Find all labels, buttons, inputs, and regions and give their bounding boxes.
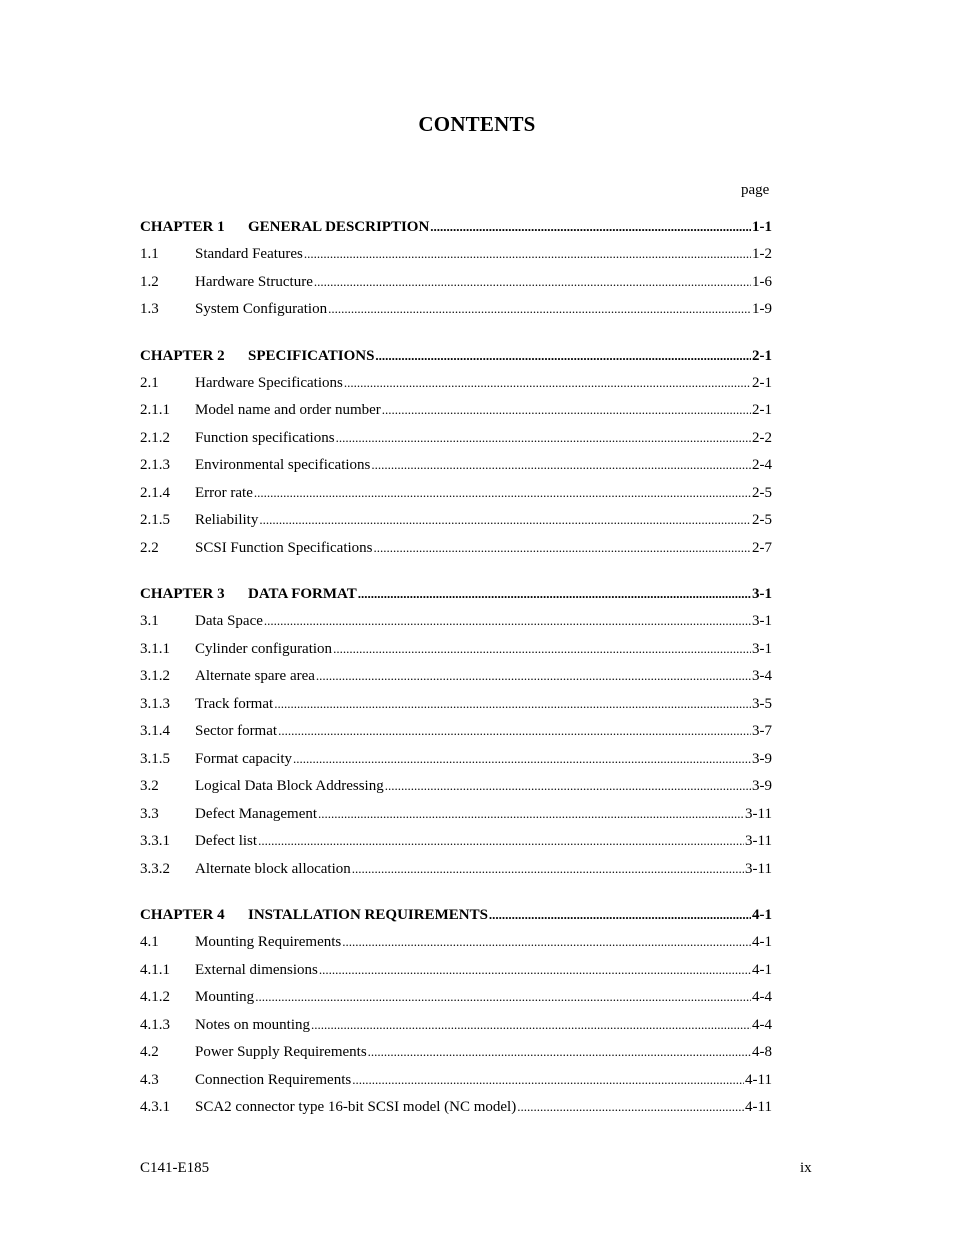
leader-dots — [385, 776, 751, 796]
entry-label: Track format — [195, 695, 274, 712]
entry-page: 4-1 — [752, 961, 772, 978]
entry-label: Mounting Requirements — [195, 934, 342, 950]
leader-dots — [344, 373, 751, 393]
entry-page: 4-4 — [752, 989, 772, 1005]
entry-page: 2-4 — [752, 457, 772, 473]
leader-dots — [304, 244, 751, 264]
entry-page: 3-9 — [752, 750, 772, 767]
entry-page: 3-11 — [745, 833, 772, 849]
entry-label: Standard Features — [195, 246, 303, 262]
leader-dots — [352, 859, 744, 879]
entry-label: External dimensions — [195, 961, 318, 978]
entry-page: 4-8 — [752, 1044, 772, 1060]
entry-number: 2.1.2 — [140, 429, 170, 446]
entry-label: Sector format — [195, 723, 278, 739]
chapter-section — [140, 905, 772, 1125]
chapter-heading[interactable] — [140, 346, 772, 373]
entry-page: 3-9 — [752, 778, 772, 794]
page-number: ix — [800, 1160, 812, 1176]
entry-label: Alternate spare area — [195, 668, 315, 684]
chapter-title: SPECIFICATIONS — [248, 347, 375, 364]
chapter-number: CHAPTER 2 — [140, 347, 225, 364]
toc-entry[interactable] — [140, 400, 772, 428]
leader-dots — [316, 666, 751, 686]
entry-label: Hardware Specifications — [195, 374, 343, 391]
page-column-label: page — [741, 182, 770, 198]
entry-number: 4.1.1 — [140, 961, 170, 978]
toc-entry[interactable] — [140, 1070, 772, 1098]
leader-dots — [311, 1015, 751, 1035]
toc-entry[interactable] — [140, 932, 772, 960]
entry-page: 1-6 — [752, 273, 772, 290]
entry-page: 2-1 — [752, 374, 772, 391]
entry-number: 3.1.3 — [140, 695, 170, 712]
entry-number: 2.1.5 — [140, 512, 170, 528]
leader-dots — [371, 455, 751, 475]
entry-number: 4.1.2 — [140, 989, 170, 1005]
toc-entry[interactable] — [140, 483, 772, 511]
toc-entry[interactable] — [140, 639, 772, 667]
toc-entry[interactable] — [140, 666, 772, 694]
page-title: CONTENTS — [418, 112, 536, 136]
entry-number: 2.2 — [140, 539, 159, 556]
entry-number: 2.1.3 — [140, 457, 170, 473]
chapter-page: 1-1 — [752, 219, 772, 235]
entry-page: 4-4 — [752, 1016, 772, 1033]
leader-dots — [319, 960, 751, 980]
entry-label: Reliability — [195, 512, 259, 528]
leader-dots — [352, 1070, 744, 1090]
entry-page: 3-7 — [752, 723, 772, 739]
entry-label: Cylinder configuration — [195, 640, 333, 657]
leader-dots — [517, 1097, 744, 1117]
entry-page: 2-7 — [752, 539, 772, 556]
chapter-title: DATA FORMAT — [248, 586, 357, 602]
chapter-section — [140, 346, 772, 566]
entry-label: Defect Management — [195, 805, 318, 822]
entry-number: 1.2 — [140, 273, 159, 290]
leader-dots — [342, 932, 751, 952]
entry-label: Environmental specifications — [195, 457, 371, 473]
chapter-heading[interactable] — [140, 584, 772, 611]
toc-entry[interactable] — [140, 455, 772, 483]
leader-dots — [328, 299, 751, 319]
entry-label: Notes on mounting — [195, 1016, 310, 1033]
toc-entry[interactable] — [140, 510, 772, 538]
toc-entry[interactable] — [140, 776, 772, 804]
entry-page: 3-11 — [745, 860, 772, 877]
entry-number: 4.3.1 — [140, 1099, 170, 1115]
entry-page: 1-2 — [752, 246, 772, 262]
entry-label: SCA2 connector type 16-bit SCSI model (NC model) — [195, 1099, 517, 1115]
toc-entry[interactable] — [140, 960, 772, 988]
entry-page: 3-11 — [745, 805, 772, 822]
chapter-number: CHAPTER 4 — [140, 907, 225, 923]
entry-label: Data Space — [195, 613, 263, 629]
toc-entry[interactable] — [140, 1015, 772, 1043]
entry-number: 1.1 — [140, 246, 159, 262]
entry-page: 2-5 — [752, 484, 772, 501]
entry-label: Format capacity — [195, 750, 293, 767]
toc-entry[interactable] — [140, 804, 772, 832]
toc-entry[interactable] — [140, 244, 772, 272]
entry-label: Defect list — [195, 833, 258, 849]
entry-label: Power Supply Requirements — [195, 1044, 367, 1060]
leader-dots — [255, 987, 751, 1007]
leader-dots — [314, 272, 751, 292]
chapter-section — [140, 217, 772, 327]
entry-page: 4-11 — [745, 1071, 772, 1088]
entry-number: 3.3.1 — [140, 833, 170, 849]
entry-page: 4-11 — [745, 1099, 772, 1115]
entry-number: 4.3 — [140, 1071, 159, 1088]
chapter-number: CHAPTER 1 — [140, 219, 225, 235]
entry-page: 3-1 — [752, 613, 772, 629]
entry-number: 4.1.3 — [140, 1016, 170, 1033]
entry-page: 1-9 — [752, 301, 772, 317]
entry-page: 2-1 — [752, 402, 772, 418]
entry-number: 3.2 — [140, 778, 159, 794]
chapter-title: INSTALLATION REQUIREMENTS — [248, 907, 488, 923]
leader-dots — [274, 694, 751, 714]
entry-page: 2-5 — [752, 512, 772, 528]
leader-dots — [259, 510, 751, 530]
toc-entry[interactable] — [140, 299, 772, 327]
entry-number: 1.3 — [140, 301, 159, 317]
toc-entry[interactable] — [140, 428, 772, 456]
entry-label: Function specifications — [195, 429, 335, 446]
entry-number: 3.1.5 — [140, 750, 170, 767]
chapter-heading[interactable] — [140, 217, 772, 244]
entry-page: 3-1 — [752, 640, 772, 657]
toc-entry[interactable] — [140, 538, 772, 566]
toc-entry[interactable] — [140, 1097, 772, 1125]
chapter-page: 2-1 — [752, 347, 772, 364]
chapter-page: 4-1 — [752, 907, 772, 923]
chapter-number: CHAPTER 3 — [140, 586, 225, 602]
entry-number: 3.3.2 — [140, 860, 170, 877]
leader-dots — [254, 483, 751, 503]
toc-entry[interactable] — [140, 987, 772, 1015]
entry-number: 4.1 — [140, 934, 159, 950]
leader-dots — [430, 217, 751, 237]
leader-dots — [375, 346, 751, 366]
leader-dots — [368, 1042, 751, 1062]
entry-number: 2.1.1 — [140, 402, 170, 418]
toc-entry[interactable] — [140, 272, 772, 300]
entry-label: Model name and order number — [195, 402, 381, 418]
leader-dots — [489, 905, 751, 925]
entry-number: 3.1 — [140, 613, 159, 629]
toc-entry[interactable] — [140, 373, 772, 401]
leader-dots — [278, 721, 751, 741]
leader-dots — [264, 611, 751, 631]
table-of-contents — [140, 217, 772, 1144]
entry-label: System Configuration — [195, 301, 328, 317]
toc-entry[interactable] — [140, 694, 772, 722]
entry-page: 3-4 — [752, 668, 772, 684]
entry-label: Hardware Structure — [195, 273, 313, 290]
document-id: C141-E185 — [140, 1160, 210, 1176]
leader-dots — [358, 584, 751, 604]
entry-label: Error rate — [195, 484, 253, 501]
leader-dots — [333, 639, 751, 659]
leader-dots — [336, 428, 751, 448]
entry-number: 3.1.2 — [140, 668, 170, 684]
entry-number: 3.3 — [140, 805, 159, 822]
entry-page: 2-2 — [752, 429, 772, 446]
toc-entry[interactable] — [140, 1042, 772, 1070]
toc-entry[interactable] — [140, 721, 772, 749]
chapter-title: GENERAL DESCRIPTION — [248, 219, 430, 235]
toc-entry[interactable] — [140, 859, 772, 887]
leader-dots — [293, 749, 751, 769]
entry-label: Mounting — [195, 989, 255, 1005]
toc-entry[interactable] — [140, 749, 772, 777]
entry-page: 3-5 — [752, 695, 772, 712]
leader-dots — [374, 538, 752, 558]
entry-number: 2.1 — [140, 374, 159, 391]
entry-number: 2.1.4 — [140, 484, 170, 501]
entry-page: 4-1 — [752, 934, 772, 950]
entry-label: Alternate block allocation — [195, 860, 351, 877]
leader-dots — [382, 400, 751, 420]
toc-entry[interactable] — [140, 611, 772, 639]
chapter-page: 3-1 — [752, 586, 772, 602]
entry-number: 4.2 — [140, 1044, 159, 1060]
entry-label: SCSI Function Specifications — [195, 539, 373, 556]
leader-dots — [258, 831, 744, 851]
leader-dots — [318, 804, 744, 824]
chapter-section — [140, 584, 772, 886]
toc-entry[interactable] — [140, 831, 772, 859]
entry-number: 3.1.1 — [140, 640, 170, 657]
chapter-heading[interactable] — [140, 905, 772, 932]
entry-label: Connection Requirements — [195, 1071, 352, 1088]
entry-label: Logical Data Block Addressing — [195, 778, 384, 794]
entry-number: 3.1.4 — [140, 723, 170, 739]
